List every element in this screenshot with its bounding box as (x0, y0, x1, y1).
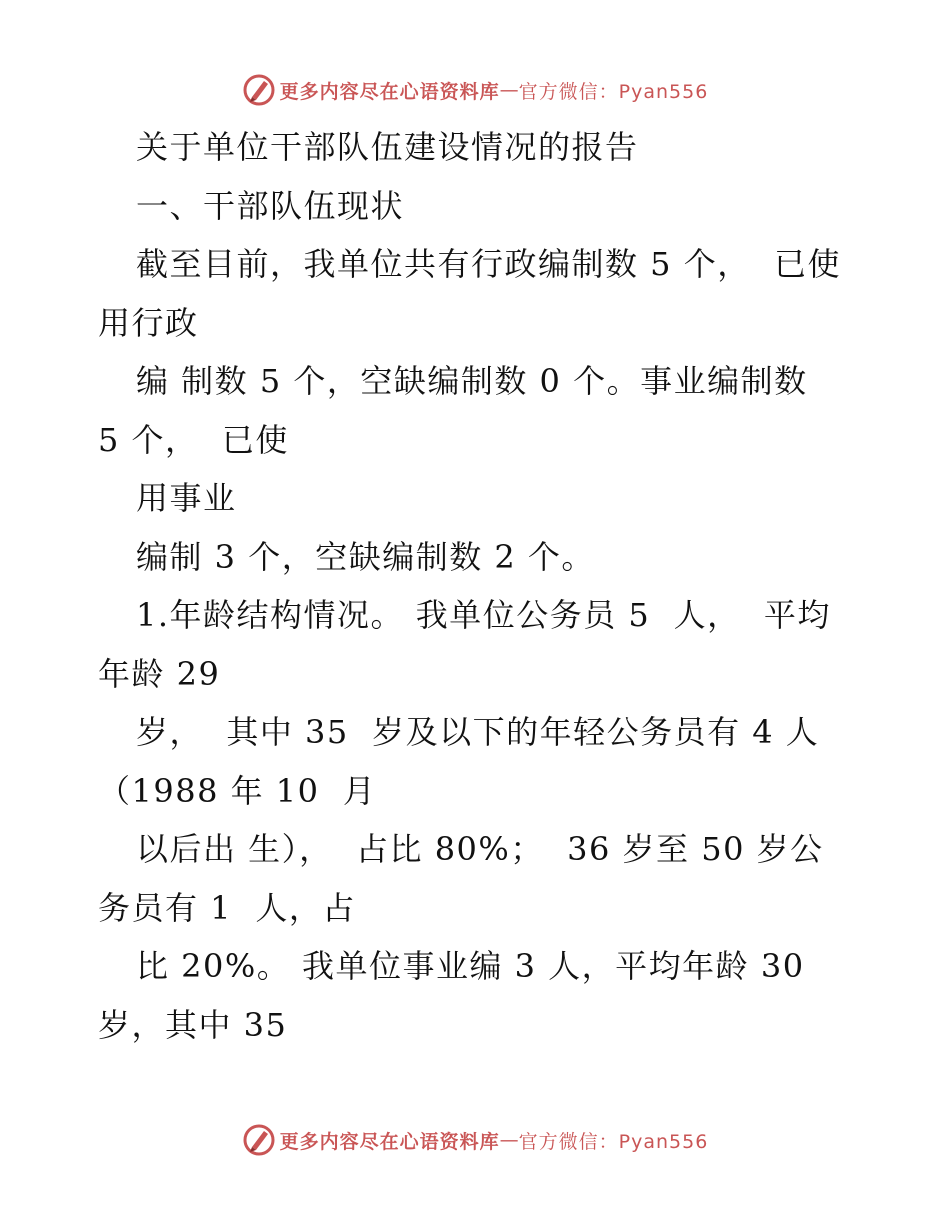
text-line: 编制 3 个，空缺编制数 2 个。 (136, 537, 595, 576)
header-separator: — (499, 79, 519, 101)
document-body (98, 118, 858, 1054)
text-line: 用行政 (98, 303, 199, 342)
footer-watermark (0, 1120, 950, 1160)
text-line: 岁， 其中 35 岁及以下的年轻公务员有 4 人 (136, 713, 820, 751)
header-brand-text: 更多内容尽在心语资料库 (279, 80, 500, 103)
header-watermark (0, 70, 950, 110)
text-line: 务员有 1 人，占 (98, 888, 356, 927)
pen-logo-icon (242, 1123, 276, 1157)
text-line: 用事业 (136, 479, 237, 517)
document-title: 关于单位干部队伍建设情况的报告 (136, 128, 639, 166)
footer-contact-text: 官方微信：Pyan556 (518, 1130, 709, 1153)
text-line: 岁，其中 35 (98, 1005, 288, 1044)
text-line: 1.年龄结构情况。 我单位公务员 5 人， 平均 (136, 596, 831, 634)
header-contact-text: 官方微信：Pyan556 (518, 80, 709, 103)
footer-separator: — (499, 1129, 519, 1151)
footer-brand-text: 更多内容尽在心语资料库 (279, 1130, 500, 1153)
text-line: 以后出 生）， 占比 80%； 36 岁至 50 岁公 (136, 830, 824, 868)
text-line: 编 制数 5 个，空缺编制数 0 个。事业编制数 (136, 362, 808, 400)
text-line: 比 20%。 我单位事业编 3 人，平均年龄 30 (136, 947, 805, 985)
text-line: （1988 年 10 月 (98, 771, 377, 810)
text-line: 5 个， 已使 (98, 420, 289, 459)
text-line: 截至目前，我单位共有行政编制数 5 个， 已使 (136, 245, 842, 283)
section-heading: 一、干部队伍现状 (136, 186, 405, 225)
pen-logo-icon (242, 73, 276, 107)
text-line: 年龄 29 (98, 654, 221, 693)
